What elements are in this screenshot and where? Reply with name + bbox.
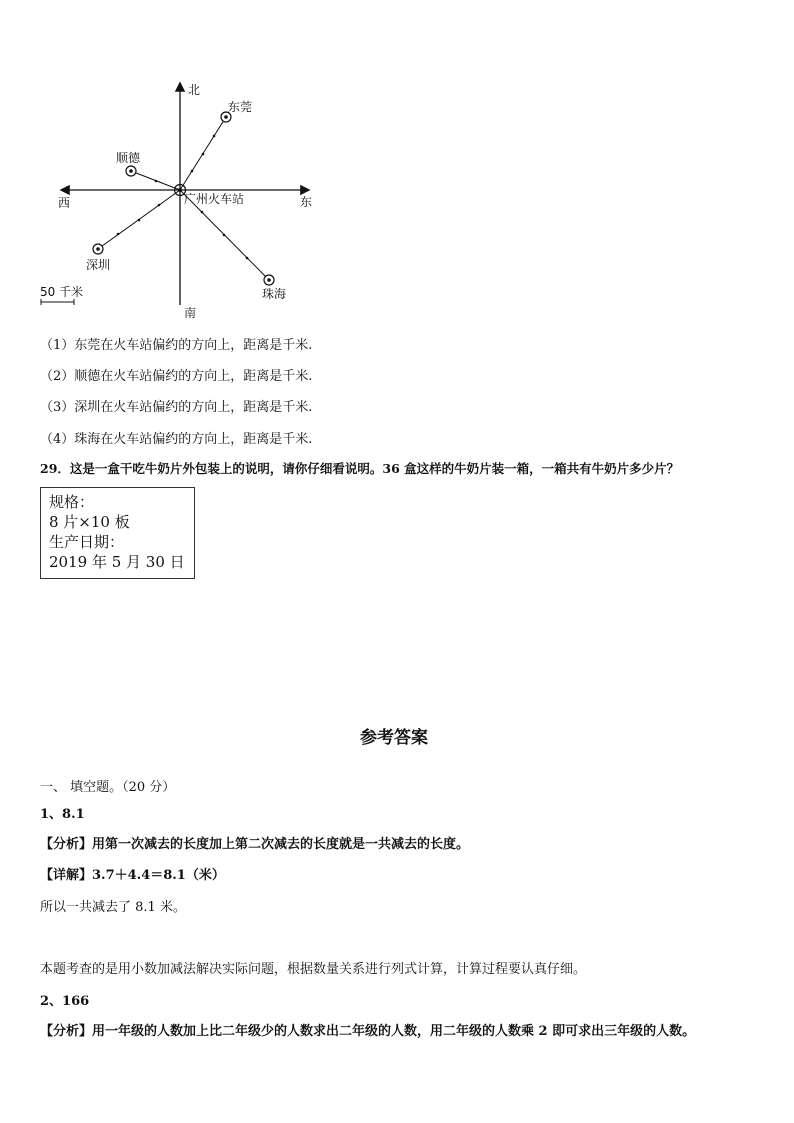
question-2: （2）顺德在火车站偏约的方向上，距离是千米.: [40, 369, 313, 384]
question-3: （3）深圳在火车站偏约的方向上，距离是千米.: [40, 400, 313, 415]
spec-line: 生产日期：: [49, 533, 125, 551]
label-south: 南: [184, 306, 197, 320]
label-shenzhen: 深圳: [86, 258, 111, 272]
city-marker-zhuhai: [264, 275, 274, 285]
spec-line: 2019 年 5 月 30 日: [49, 553, 185, 571]
answers-title: 参考答案: [360, 728, 428, 748]
scale-label: 50 千米: [40, 285, 84, 299]
analysis-1: 【分析】用第一次减去的长度加上第二次减去的长度就是一共减去的长度。: [40, 837, 470, 852]
analysis-2: 【分析】用一年级的人数加上比二年级少的人数求出二年级的人数，用二年级的人数乘 2 即可求出三年级的人数。: [40, 1024, 696, 1039]
label-north: 北: [188, 83, 201, 97]
city-marker-shenzhen: [93, 244, 103, 254]
question-1: （1）东莞在火车站偏约的方向上，距离是千米.: [40, 338, 313, 353]
label-dongguan: 东莞: [228, 100, 253, 114]
spec-line: 8 片×10 板: [49, 513, 130, 531]
scale-bar: [41, 299, 74, 305]
direction-map: [0, 0, 794, 330]
label-west: 西: [58, 196, 71, 210]
question-29: 29．这是一盒干吃牛奶片外包装上的说明，请你仔细看说明。36 盒这样的牛奶片装一箱，一箱共有牛奶片多少片？: [40, 461, 680, 476]
spec-line: 规格：: [49, 493, 95, 511]
detail-1: 【详解】3.7＋4.4＝8.1（米）: [40, 868, 225, 883]
label-station: 广州火车站: [184, 192, 245, 206]
section-heading: 一、 填空题。（20 分）: [40, 780, 176, 795]
label-zhuhai: 珠海: [262, 287, 287, 301]
label-shunde: 顺德: [116, 151, 141, 165]
answer-2: 2、166: [40, 994, 90, 1009]
answer-1: 1、8.1: [40, 807, 85, 822]
spec-box: [40, 487, 195, 579]
label-east: 东: [300, 195, 313, 209]
comment-1: 本题考查的是用小数加减法解决实际问题，根据数量关系进行列式计算，计算过程要认真仔细。: [40, 962, 587, 977]
city-marker-shunde: [126, 166, 136, 176]
question-4: （4）珠海在火车站偏约的方向上，距离是千米.: [40, 432, 313, 447]
conclusion-1: 所以一共减去了 8.1 米。: [40, 900, 186, 915]
